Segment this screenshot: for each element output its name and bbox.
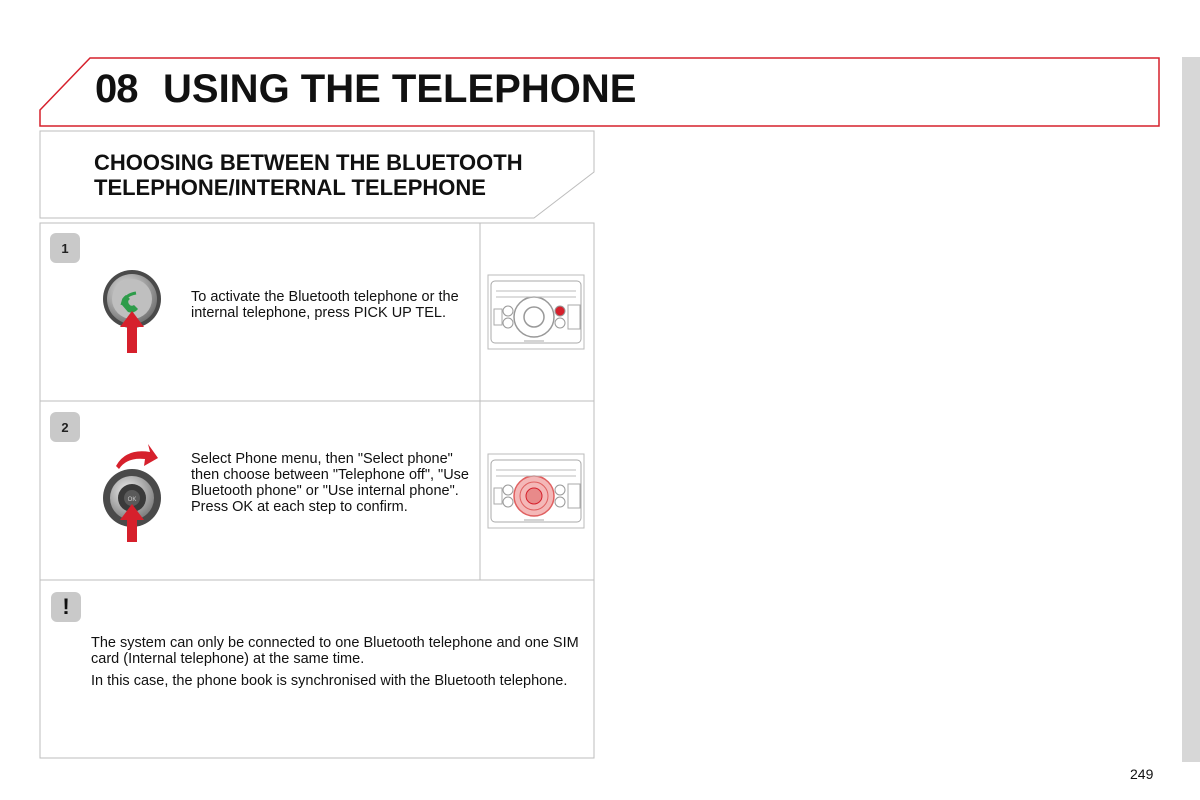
step-1-text: To activate the Bluetooth telephone or the internal telephone, press PICK UP TEL. [191,289,459,321]
step-1-badge: 1 [50,233,80,263]
note-text [91,635,581,695]
page-number: 249 [1130,766,1154,782]
warning-icon: ! [51,592,81,622]
step-2-text: Select Phone menu, then "Select phone" then choose between "Telephone off", "Use Bluetooth phone" or "Use internal phone". Press OK at each step to confirm. [191,451,469,515]
note-paragraph-2: In this case, the phone book is synchronised with the Bluetooth telephone. [91,673,568,689]
pick-up-tel-button-icon [100,265,170,357]
side-tab [1182,57,1200,762]
ok-dial-icon [100,438,170,546]
radio-panel-dial-highlight-icon [486,452,586,530]
step-2-badge: 2 [50,412,80,442]
svg-text:OK: OK [127,497,137,503]
chapter-title: USING THE TELEPHONE [163,67,637,111]
note-paragraph-1: The system can only be connected to one Bluetooth telephone and one SIM card (Internal telephone) at the same time. [91,635,579,667]
section-title: CHOOSING BETWEEN THE BLUETOOTH TELEPHONE/INTERNAL TELEPHONE [94,150,523,200]
radio-panel-icon [486,273,586,351]
chapter-number: 08 [95,67,138,111]
